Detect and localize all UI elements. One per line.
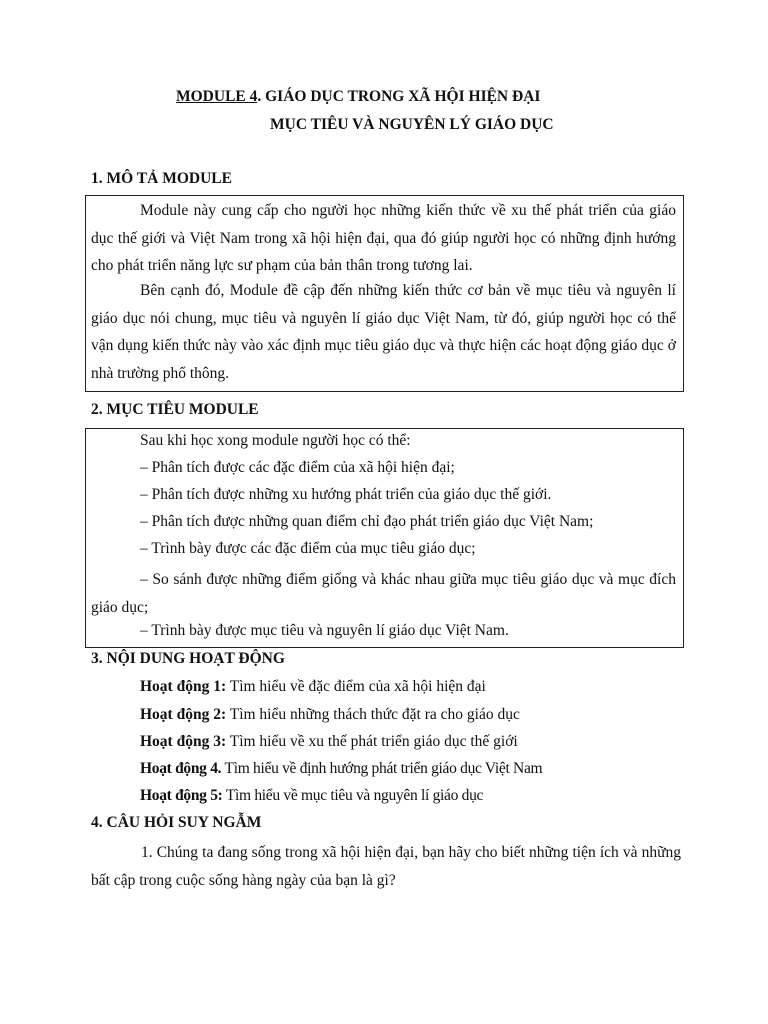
activity-text: Tìm hiểu về đặc điểm của xã hội hiện đại	[226, 678, 486, 695]
activity-text: Tìm hiểu về xu thế phát triển giáo dục thế giới	[226, 733, 518, 750]
objective-item: – Trình bày được mục tiêu và nguyên lí giáo dục Việt Nam.	[140, 622, 509, 639]
objective-item: – Trình bày được các đặc điểm của mục tiêu giáo dục;	[140, 540, 476, 557]
activity-item	[140, 787, 483, 805]
objective-item: – So sánh được những điểm giống và khác nhau giữa mục tiêu giáo dục và mục đích giáo dục;	[91, 571, 676, 616]
objective-item: – Phân tích được những xu hướng phát triển của giáo dục thế giới.	[140, 486, 552, 503]
description-paragraph: Bên cạnh đó, Module đề cập đến những kiến thức cơ bản về mục tiêu và nguyên lí giáo dục nói chung, mục tiêu và nguyên lí giáo dục Việt Nam, từ đó, giúp người học có thể vận dụng kiến thức này vào xác định mục tiêu giáo dục và thực hiện các hoạt động giáo dục ở nhà trường phổ thông.	[91, 282, 676, 382]
activity-label: Hoạt động 4.	[140, 760, 222, 777]
section-heading-description: 1. MÔ TẢ MODULE	[91, 170, 232, 187]
activity-item	[140, 706, 520, 724]
activity-label: Hoạt động 1:	[140, 678, 227, 695]
module-title-rest: . GIÁO DỤC TRONG XÃ HỘI HIỆN ĐẠI	[257, 88, 541, 105]
activity-text: Tìm hiểu về mục tiêu và nguyên lí giáo dục	[222, 787, 484, 804]
objectives-intro: Sau khi học xong module người học có thể:	[140, 432, 411, 449]
activity-text: Tìm hiểu những thách thức đặt ra cho giáo dục	[226, 706, 520, 723]
objective-item: – Phân tích được các đặc điểm của xã hội hiện đại;	[140, 459, 455, 476]
module-title	[176, 88, 540, 106]
activity-label: Hoạt động 2:	[140, 706, 227, 723]
section-heading-questions: 4. CÂU HỎI SUY NGẪM	[91, 814, 262, 831]
activity-item	[140, 760, 542, 778]
activity-text: Tìm hiểu về định hướng phát triển giáo dục Việt Nam	[221, 760, 543, 777]
reflection-question: 1. Chúng ta đang sống trong xã hội hiện đại, bạn hãy cho biết những tiện ích và những bất cập trong cuộc sống hàng ngày của bạn là gì?	[91, 844, 681, 889]
activity-item	[140, 678, 486, 696]
activity-item	[140, 733, 518, 751]
activity-label: Hoạt động 3:	[140, 733, 227, 750]
description-paragraph: Module này cung cấp cho người học những kiến thức về xu thế phát triển của giáo dục thế giới và Việt Nam trong xã hội hiện đại, qua đó giúp người học có những định hướng cho phát triển năng lực sư phạm của bản thân trong tương lai.	[91, 202, 676, 274]
module-subtitle: MỤC TIÊU VÀ NGUYÊN LÝ GIÁO DỤC	[270, 116, 554, 133]
section-heading-activities: 3. NỘI DUNG HOẠT ĐỘNG	[91, 650, 285, 667]
module-label: MODULE 4	[176, 88, 258, 105]
activity-label: Hoạt động 5:	[140, 787, 223, 804]
objective-item: – Phân tích được những quan điểm chỉ đạo phát triển giáo dục Việt Nam;	[140, 513, 594, 530]
section-heading-objectives: 2. MỤC TIÊU MODULE	[91, 401, 259, 418]
